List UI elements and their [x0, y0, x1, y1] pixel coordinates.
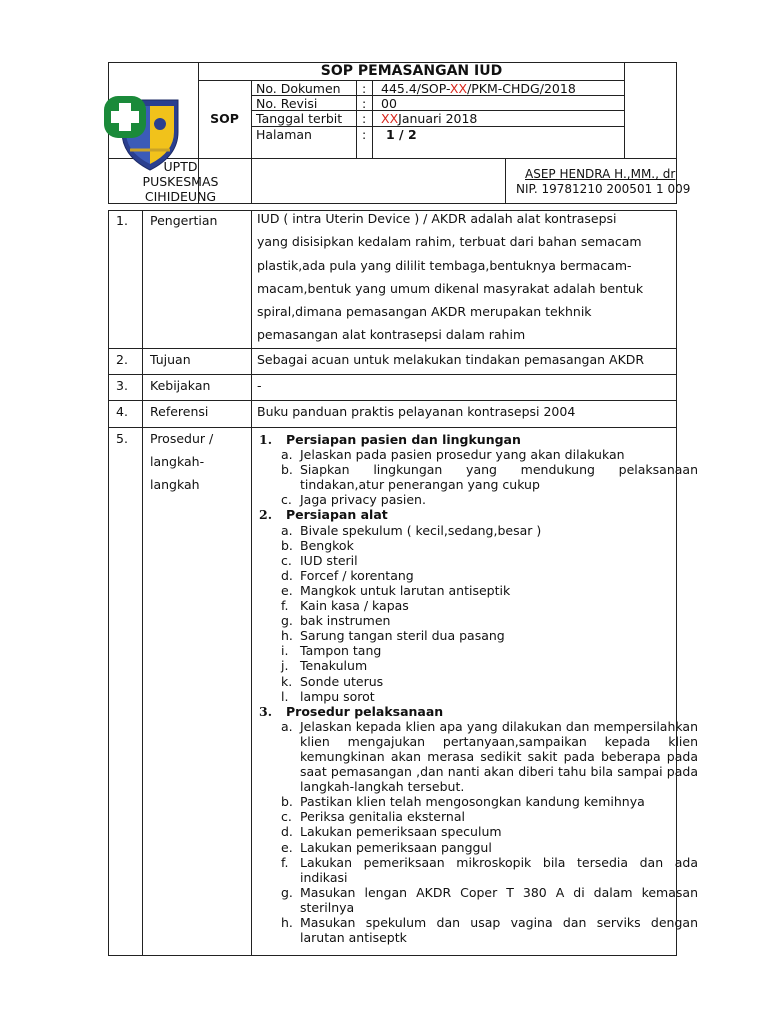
item-letter: f. — [281, 854, 289, 870]
procedure-list — [258, 432, 698, 945]
procedure-item — [258, 809, 698, 824]
signer-name: ASEP HENDRA H.,MM., dr — [525, 167, 676, 181]
item-letter: h. — [281, 915, 293, 930]
row-label-tujuan: Tujuan — [150, 352, 191, 367]
item-text: IUD steril — [300, 552, 358, 568]
procedure-item — [258, 643, 698, 658]
item-letter: a. — [281, 718, 293, 734]
page-title: SOP PEMASANGAN IUD — [320, 63, 503, 79]
sop-label: SOP — [210, 111, 239, 126]
procedure-section-heading — [258, 507, 698, 522]
item-text: bak instrumen — [300, 613, 391, 629]
item-text: Bivale spekulum ( kecil,sedang,besar ) — [300, 522, 542, 538]
field-sep: : — [362, 81, 367, 96]
item-letter: d. — [281, 567, 293, 583]
procedure-section-heading — [258, 704, 698, 719]
item-letter: k. — [281, 673, 293, 689]
item-text: Jaga privacy pasien. — [300, 492, 426, 508]
item-letter: a. — [281, 447, 293, 463]
item-letter: a. — [281, 522, 293, 538]
item-text: Mangkok untuk larutan antiseptik — [300, 582, 511, 598]
procedure-item — [258, 462, 698, 492]
section-title: Prosedur pelaksanaan — [286, 703, 444, 719]
field-label-tanggal-terbit: Tanggal terbit — [256, 111, 343, 126]
pengertian-text: IUD ( intra Uterin Device ) / AKDR adalah alat kontrasepsi yang disisipkan kedalam rahim, terbuat dari bahan semacam plastik,ada pula yang dililit tembaga,bentuknya bermacam-macam,bentuk yang umum dikenal masyrakat adalah bentuk spiral,dimana pemasangan AKDR merupakan tekhnik pemasangan alat kontrasepsi dalam rahim — [257, 211, 644, 343]
item-text: Tampon tang — [300, 643, 382, 659]
item-letter: g. — [281, 613, 293, 629]
field-label-halaman: Halaman — [256, 127, 312, 142]
field-label-no-dokumen: No. Dokumen — [256, 81, 341, 96]
field-sep: : — [362, 96, 367, 111]
item-letter: j. — [281, 658, 289, 674]
item-text: Periksa genitalia eksternal — [300, 809, 465, 825]
procedure-item — [258, 447, 698, 462]
row-label-prosedur: Prosedur / — [150, 431, 214, 446]
item-text: Siapkan lingkungan yang mendukung pelaksanaan tindakan,atur penerangan yang cukup — [300, 462, 698, 493]
row-label-referensi: Referensi — [150, 404, 209, 419]
item-letter: d. — [281, 824, 293, 840]
tujuan-text: Sebagai acuan untuk melakukan tindakan pemasangan AKDR — [257, 352, 645, 367]
item-text: Sarung tangan steril dua pasang — [300, 628, 505, 644]
section-number: 1. — [259, 432, 273, 447]
procedure-item — [258, 855, 698, 885]
item-letter: c. — [281, 492, 292, 508]
section-number: 2. — [259, 507, 273, 523]
item-text: lampu sorot — [300, 688, 375, 704]
procedure-item — [258, 583, 698, 598]
item-letter: b. — [281, 462, 293, 478]
row-number: 4. — [116, 404, 128, 419]
procedure-item — [258, 689, 698, 704]
procedure-item — [258, 628, 698, 643]
item-letter: i. — [281, 643, 289, 659]
procedure-item — [258, 824, 698, 839]
org-name-line-3: CIHIDEUNG — [144, 189, 217, 204]
field-sep: : — [362, 111, 367, 126]
procedure-item — [258, 658, 698, 673]
item-text: Sonde uterus — [300, 673, 384, 689]
procedure-item — [258, 794, 698, 809]
procedure-item — [258, 840, 698, 855]
procedure-item — [258, 538, 698, 553]
item-letter: c. — [281, 552, 292, 568]
procedure-item — [258, 613, 698, 628]
procedure-item — [258, 719, 698, 794]
item-text: Pastikan klien telah mengosongkan kandung kemihnya — [300, 794, 645, 810]
row-number: 2. — [116, 352, 128, 367]
signer-nip: NIP. 19781210 200501 1 009 — [516, 182, 691, 196]
row-number: 1. — [116, 213, 128, 228]
item-letter: l. — [281, 688, 289, 704]
item-text: Jelaskan kepada klien apa yang dilakukan dan mempersilahkan klien mengajukan pertanyaan,sampaikan kepada klien kemungkinan akan merasa sedikit sakit pada beberapa pada saat pemasangan ,dan nanti akan diberi tahu bila sampai pada langkah-langkah tersebut. — [300, 718, 698, 795]
item-letter: f. — [281, 598, 289, 614]
section-title: Persiapan alat — [286, 507, 388, 523]
org-name-line-1: UPTD — [163, 159, 198, 174]
row-label-kebijakan: Kebijakan — [150, 378, 211, 393]
procedure-item — [258, 885, 698, 915]
procedure-section-heading — [258, 432, 698, 447]
referensi-text: Buku panduan praktis pelayanan kontrasepsi 2004 — [257, 404, 576, 419]
procedure-item — [258, 523, 698, 538]
item-text: Jelaskan pada pasien prosedur yang akan dilakukan — [300, 447, 625, 463]
item-text: Lakukan pemeriksaan panggul — [300, 839, 492, 855]
item-text: Lakukan pemeriksaan speculum — [300, 824, 502, 840]
item-text: Bengkok — [300, 537, 354, 553]
item-text: Kain kasa / kapas — [300, 598, 409, 614]
item-text: Forcef / korentang — [300, 567, 414, 583]
section-number: 3. — [259, 703, 273, 719]
procedure-item — [258, 915, 698, 945]
field-value-tanggal-terbit: XXJanuari 2018 — [381, 111, 478, 126]
procedure-item — [258, 492, 698, 507]
org-name-line-2: PUSKESMAS — [142, 174, 219, 189]
item-letter: e. — [281, 582, 293, 598]
row-number: 5. — [116, 431, 128, 446]
item-text: Lakukan pemeriksaan mikroskopik bila tersedia dan ada indikasi — [300, 854, 698, 885]
procedure-item — [258, 674, 698, 689]
field-value-no-dokumen: 445.4/SOP-XX/PKM-CHDG/2018 — [381, 81, 576, 96]
field-value-no-revisi: 00 — [381, 96, 397, 111]
item-letter: g. — [281, 884, 293, 900]
item-letter: b. — [281, 537, 293, 553]
kebijakan-text: - — [257, 378, 262, 393]
row-label-pengertian: Pengertian — [150, 213, 218, 228]
procedure-item — [258, 568, 698, 583]
item-letter: e. — [281, 839, 293, 855]
section-title: Persiapan pasien dan lingkungan — [286, 432, 521, 447]
item-text: Masukan spekulum dan usap vagina dan serviks dengan larutan antiseptk — [300, 915, 698, 946]
procedure-item — [258, 553, 698, 568]
field-sep: : — [362, 127, 367, 142]
row-label-prosedur: langkah- — [150, 454, 205, 469]
row-label-prosedur: langkah — [150, 477, 200, 492]
item-letter: b. — [281, 794, 293, 810]
item-letter: h. — [281, 628, 293, 644]
field-label-no-revisi: No. Revisi — [256, 96, 318, 111]
procedure-item — [258, 598, 698, 613]
row-number: 3. — [116, 378, 128, 393]
item-letter: c. — [281, 809, 292, 825]
field-value-halaman: 1 / 2 — [386, 127, 417, 142]
item-text: Tenakulum — [300, 658, 368, 674]
item-text: Masukan lengan AKDR Coper T 380 A di dalam kemasan sterilnya — [300, 884, 698, 915]
